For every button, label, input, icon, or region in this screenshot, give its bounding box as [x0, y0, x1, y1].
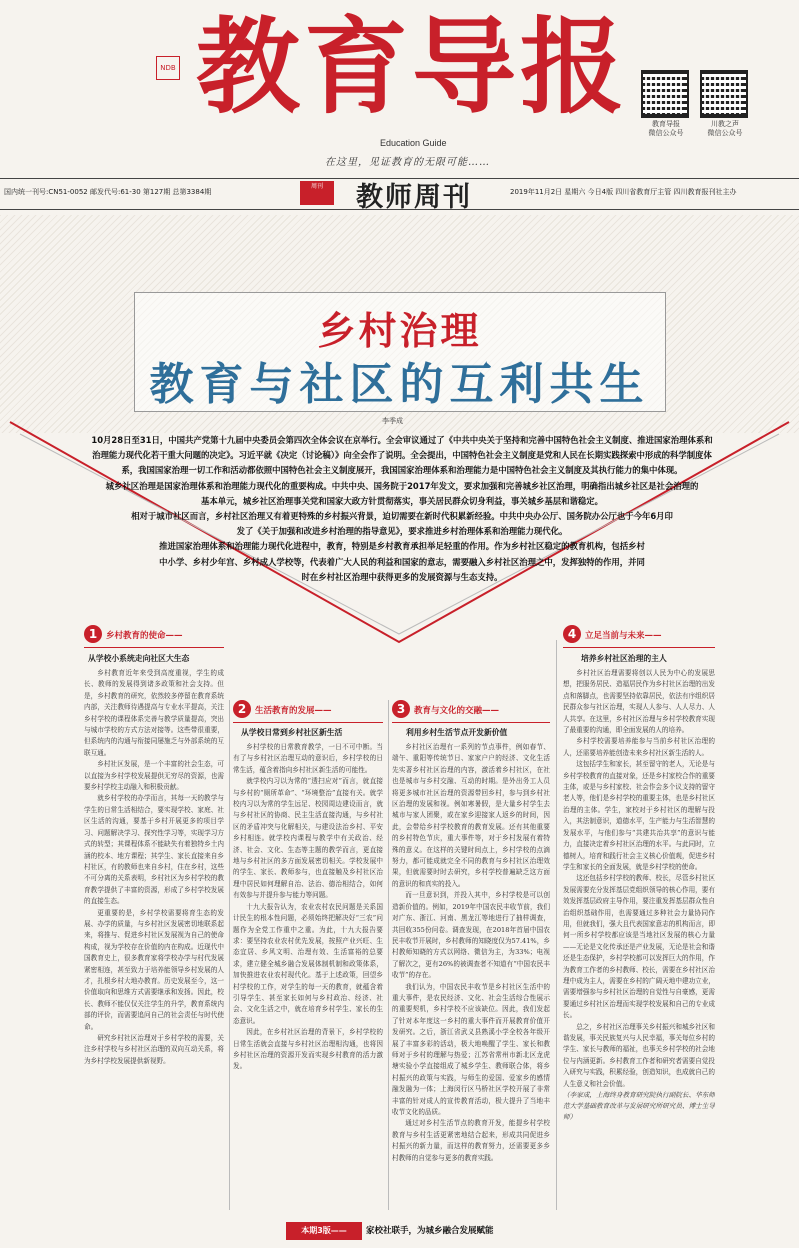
paragraph: 这还包括乡村学校的教师、校长，尽管乡村社区发展需要充分发挥基层党组织领导的核心作用，要有效发挥基层政府主导作用，要注重发挥基层群众性自治组织基础作用，也需要通过多种社会力量协同作用，但就我们，强大且代表国家意志的机构而言，即何一所乡村学校都应该是当地社区发展的核心力量——无论是文化传承还是产业发展，无论是社会和谐还是生态保护，乡村学校都可以发挥巨大的作用，作为教育工作者的乡村教师、校长，需要在乡村社区治理中成为主人，需要在乡村的广阔天地中建功立业，需要增强参与乡村社区治理的自觉性与自豪感，更需要通过乡村社区治理而实现学校发展和自己的专业成长。: [563, 874, 715, 1020]
section-title: 立足当前与未来——: [585, 631, 662, 641]
masthead: [0, 0, 799, 180]
footer-teaser[interactable]: 家校社联手，为城乡融合发展赋能: [366, 1226, 494, 1236]
paragraph: 总之，乡村社区治理事关乡村振兴和城乡社区和谐发展，事关民族复兴与人民幸福，事关每位乡村的学生、家长与教师的福祉，也事关乡村学校的社会地位与内涵更新。乡村教育工作者和研究者需要自觉投入研究与实践，积累经验，创造知识，也成就自己的人生意义和社会价值。: [563, 1022, 715, 1088]
column-divider: [229, 700, 230, 1210]
intro-paragraph: 城乡社区治理是国家治理体系和治理能力现代化的重要构成。中共中央、国务院于2017年发文，要求加强和完善城乡社区治理，明确指出城乡社区是社会治理的基本单元，城乡社区治理事关党和国家大政方针贯彻落实，事关居民群众切身利益，事关城乡基层和谐稳定。: [105, 480, 699, 506]
paragraph: 乡村社区治理需要将创以人民为中心的发展思想，把服务居民、造福居民作为乡村社区治理的出发点和落脚点，也需要坚持依靠居民，依法有序组织居民群众参与社区治理，实现人人参与、人人尽力、人人共享。在这里，乡村社区治理与乡村学校教育实现了最重要的沟通，即全面发展的人的培养。: [563, 669, 715, 735]
english-name: Education Guide: [380, 138, 447, 148]
slogan: 在这里，见证教育的无限可能……: [325, 157, 490, 168]
qr-sublabel: 微信公众号: [707, 129, 743, 137]
qr-sublabel: 微信公众号: [648, 129, 684, 137]
column-divider: [388, 700, 389, 1210]
issue-left-info: 国内统一刊号:CN51-0052 邮发代号:61-30 第127期 总第3384期: [4, 188, 212, 196]
paragraph: 就学校内习以为常的“透扫应对”而言，就直接与乡村的“厕所革命”、“环境整治”直接有关。就学校内习以为常的学生远足、校园周边建设而言，就与乡村社区的协商、民主生活直接沟通，与乡村社区的矛盾冲突与化解相关，与建设法治乡村、平安乡村相连。就学校内课程与教学中有关政治、经济、社会、文化、生态等主题的教学而言，更直接地与乡村社区的多方面发展密切相关。学校发展中的学生、家长、教师参与，也直接触及乡村社区治理中居民如何理解自治、法治、德治相结合，如何有效参与并提升参与能力等问题。: [233, 777, 383, 900]
paragraph: 因此，在乡村社区治理的背景下，乡村学校的日常生活就会直接与乡村社区治理相沟通，也将因乡村社区治理的资源开发而实现乡村教育的活力激发。: [233, 1028, 383, 1071]
intro-paragraph: 相对于城市社区而言，乡村社区治理又有着更特殊的乡村振兴背景，迫切需要在新时代积累新经验。中共中央办公厅、国务院办公厅也于今年6月印发了《关于加强和改进乡村治理的指导意见》，要求推进乡村治理体系和治理能力现代化。: [131, 511, 673, 537]
section-subtitle: 从学校小系统走向社区大生态: [88, 654, 190, 663]
section-subtitle: 培养乡村社区治理的主人: [581, 654, 667, 663]
section-1-body: [84, 668, 224, 1210]
paragraph: 我们认为，中国农民丰收节是乡村社区生活中的重大事件，是农民经济、文化、社会生活综合性展示的重要契机，乡村学校不应该缺位。因此，我们发起了针对本年度这一乡村的重大事件而开展教育价值开发研究。之后，浙江省武义县熟溪小学全校各年级开展了丰富多彩的活动，极大地唤醒了学生、家长和教师对于乡村的理解与热爱；江苏省常州市新北区龙虎塘实验小学直接组成了城乡学生、教师联合体，将乡村振兴的政策与实践，与师生的爱国、爱家乡的感情融发融为一体；上海闵行区马桥社区学校开展了非常丰富的针对成人的宣传教育活动，极大提升了当地丰收节文化的品质。: [392, 982, 550, 1116]
ndb-badge: NDB: [156, 56, 180, 80]
issue-bar: [0, 178, 799, 213]
section-rule: [392, 722, 550, 723]
paragraph: 这包括学生和家长，甚至留守的老人，无论是与乡村学校教育的直接对象，还是乡村家校合作的重要主体，或是与乡村家校、社会作会多个议支持的留守老人等，他们是乡村学校的重要主体，也是乡村社区治理的主体。学生，家校对于乡村社区的理解与投入，其法制意识，道德水平，生产能力与生活智慧的发展水平，与他们参与“共建共治共享”的意识与能力，直接决定着乡村社区治理的水平。与此同时，立德树人，培育和践行社会主义核心价值观，促进乡村学生和家长的全面发展，就是乡村学校的使命。: [563, 760, 715, 871]
section-3-body: [392, 742, 550, 1210]
section-number: 4: [563, 625, 581, 643]
section-2-body: [233, 742, 383, 1210]
paper-name: 教育导报: [196, 5, 629, 128]
section-number: 2: [233, 700, 251, 718]
qr-code-icon: [641, 70, 689, 118]
section-subtitle: 利用乡村生活节点开发新价值: [406, 728, 508, 737]
section-rule: [563, 647, 715, 648]
qr-code-1[interactable]: [641, 70, 691, 138]
qr-code-icon: [700, 70, 748, 118]
qr-code-2[interactable]: [700, 70, 750, 138]
section-title: 生活教育的发展——: [255, 706, 332, 716]
issue-right-info: 2019年11月2日 星期六 今日4版 四川省教育厅主管 四川教育报刊社主办: [510, 188, 737, 196]
intro-paragraph: 10月28日至31日，中国共产党第十九届中央委员会第四次全体会议在京举行。全会审议通过了《中共中央关于坚持和完善中国特色社会主义制度、推进国家治理体系和治理能力现代化若干重大问题的决定》。习近平就《决定（讨论稿）》向全会作了说明。全会提出，中国特色社会主义制度是党和人民在长期实践探索中形成的科学制度体系，我国国家治理一切工作和活动都依照中国特色社会主义制度展开，我国国家治理体系和治理能力是中国特色社会主义制度及其执行能力的集中体现。: [91, 435, 713, 476]
paragraph: 而一旦意识到，并投入其中，乡村学校是可以创造新价值的。例如，2019年中国农民丰收节前，我们对广东、浙江、河南、黑龙江等地进行了抽样调查，共回收355份问卷。调查发现，在2018年首届中国农民丰收节开展时，乡村教师的知晓度仅为57.41%，乡村教师知晓的方式以网络、微信为主，为33%；电视了解次之，更有26%的被调查者不知道有“中国农民丰收节”的存在。: [392, 891, 550, 980]
section-number: 3: [392, 700, 410, 718]
byline: 李季成: [382, 417, 403, 425]
weekly-title: 教师周刊: [356, 182, 472, 213]
section-rule: [84, 647, 224, 648]
column-divider: [556, 640, 557, 1210]
article-intro: [88, 433, 716, 585]
article-title-main: 乡村治理: [317, 309, 482, 353]
author-note: （李家成，上海终身教育研究院执行副院长、华东师范大学基础教育改革与发展研究所研究员、博士生导师）: [563, 1091, 715, 1122]
paragraph: 通过对乡村生活节点的教育开发，能提乡村学校教育与乡村生活更紧密地结合起来，形成共同促进乡村振兴的新力量，而这样的教育努力，还需要更多乡村教师的自觉参与更多的教育实践。: [392, 1119, 550, 1162]
section-4-body: [563, 668, 715, 1210]
footer-tag[interactable]: 本期3版——: [286, 1222, 362, 1240]
paragraph: 研究乡村社区治理对于乡村学校的需要，关注乡村学校与乡村社区治理的双向互动关系，将为乡村学校发展提供新视野。: [84, 1034, 224, 1065]
section-title: 乡村教育的使命——: [106, 631, 183, 641]
paragraph: 十九大报告认为，农业农村农民问题是关系国计民生的根本性问题，必须始终把解决好“三农”问题作为全党工作重中之重。为此，十九大报告要求：要坚持农业农村优先发展，按照产业兴旺、生态宜居、乡风文明、治理有效、生活富裕的总要求，建立健全城乡融合发展体制机制和政策体系，加快推进农业农村现代化。基于上述政策，回望乡村学校的工作，对学生的每一天的教育，就蕴含着引导学生、甚至家长如何与乡村政治、经济、社会、文化生活之中，就在培育乡村学生、家长的生态意识。: [233, 902, 383, 1025]
paragraph: 就乡村学校的办学而言，其每一天的教学与学生的日常生活相结合，要实现学校、家庭、社区生活的沟通，要基于乡村开展更多的项目学习、问题解决学习、探究性学习等，实现学习方式的转型；其课程体系不能缺失有着独特乡土内涵的校本、地方课程；其学生、家长直接来自乡村社区，有的教师也来自乡村，住在乡村，这些不可分离的关系表明，乡村社区为乡村学校的教育教学提供了丰富的资源，形成了乡村学校发展的直接生态。: [84, 794, 224, 906]
section-title: 教育与文化的交融——: [414, 706, 500, 716]
paragraph: 乡村学校需要培养能参与当前乡村社区治理的人，还需要培养能创造未来乡村社区新生活的人。: [563, 737, 715, 757]
article-title-sub: 教育与社区的互利共生: [149, 359, 650, 410]
section-rule: [233, 722, 383, 723]
qr-label: 教育导报: [652, 120, 680, 128]
paragraph: 乡村社区发展，是一个丰富的社会生态，可以直接为乡村学校发展提供无穷尽的资源，也需要乡村学校主动融入和积极贡献。: [84, 760, 224, 792]
paragraph: 乡村社区治理有一系列的节点事件，例如春节、端午、重阳等传统节日、家家户户的经济、文化生活先实著乡村社区治理的内容，激活着乡村社区，在社也是城市与乡村交融、互动的时期。是外出务工人员将更多城市社区治理的资源带回乡村，参与到乡村社区治理的发展和视。例如寒暑假，是大量乡村学生去城市与家人团聚，或在家乡迎接家人返乡的时间，因此，会带给乡村学校教育的教育发展。还有其他重要的乡村特色节庆，重大事件等，对于乡村发展有着特殊的意义。在这样的关键时间点上，乡村学校的点滴努力，都可能成就完全不同的教育与乡村社区治理效果，但就需要时时去研究，乡村学校普遍缺乏这方面的意识的和真实的投入。: [392, 743, 550, 888]
section-subtitle: 从学校日常到乡村社区新生活: [241, 728, 343, 737]
section-number: 1: [84, 625, 102, 643]
paragraph: 更重要的是，乡村学校需要将育生态的发展、办学的质量，与乡村社区发展密切地联系起来，将推与、促进乡村社区发展视为自己的使命构成，视为学校存在价值的内在构成。近现代中国教育史上，很多教育家将学校办学与村代发展紧密相连，甚至致力于培养能领导乡村发展的人才，扎根乡村大地办教育。历史发展至今，这一价值取向和思维方式需要继承和发扬。因此，校长、教师不能仅仅关注学生的升学，教育系统内部的评价，而需要追问自己的社会责任与时代使命。: [84, 908, 224, 1031]
paragraph: 乡村学校的日常教育教学，一日不可中断。当有了与乡村社区治理互动的意识后，乡村学校的日常生活，蕴含着指向乡村社区新生活的可能性。: [233, 743, 383, 774]
weekly-seal: 周刊: [300, 181, 334, 205]
paragraph: 乡村教育近年来受到高度重视，学生的成长、教师的发展得到诸多政策和社会支持。但是，乡村教育的研究，依然较多停留在教育系统内部，关注教师待遇提高与专业水平提高，关注乡村学校的课程体系完善与教学质量提高，突出与城市学校的方式方法对接等。这些带很重要，但系统内的沟通与衔接同屡施乏与外部系统的互联互通。: [84, 669, 224, 757]
intro-paragraph: 推进国家治理体系和治理能力现代化进程中，教育，特别是乡村教育承担举足轻重的作用。作为乡村社区稳定的教育机构，包括乡村中小学、乡村少年宫、乡村成人学校等，代表着广大人民的利益和国家的意志，需要融入乡村社区治理之中，发挥独特的作用，并同时在乡村社区治理中获得更多的发展资源与生态支持。: [159, 541, 645, 582]
qr-label: 川教之声: [711, 120, 739, 128]
